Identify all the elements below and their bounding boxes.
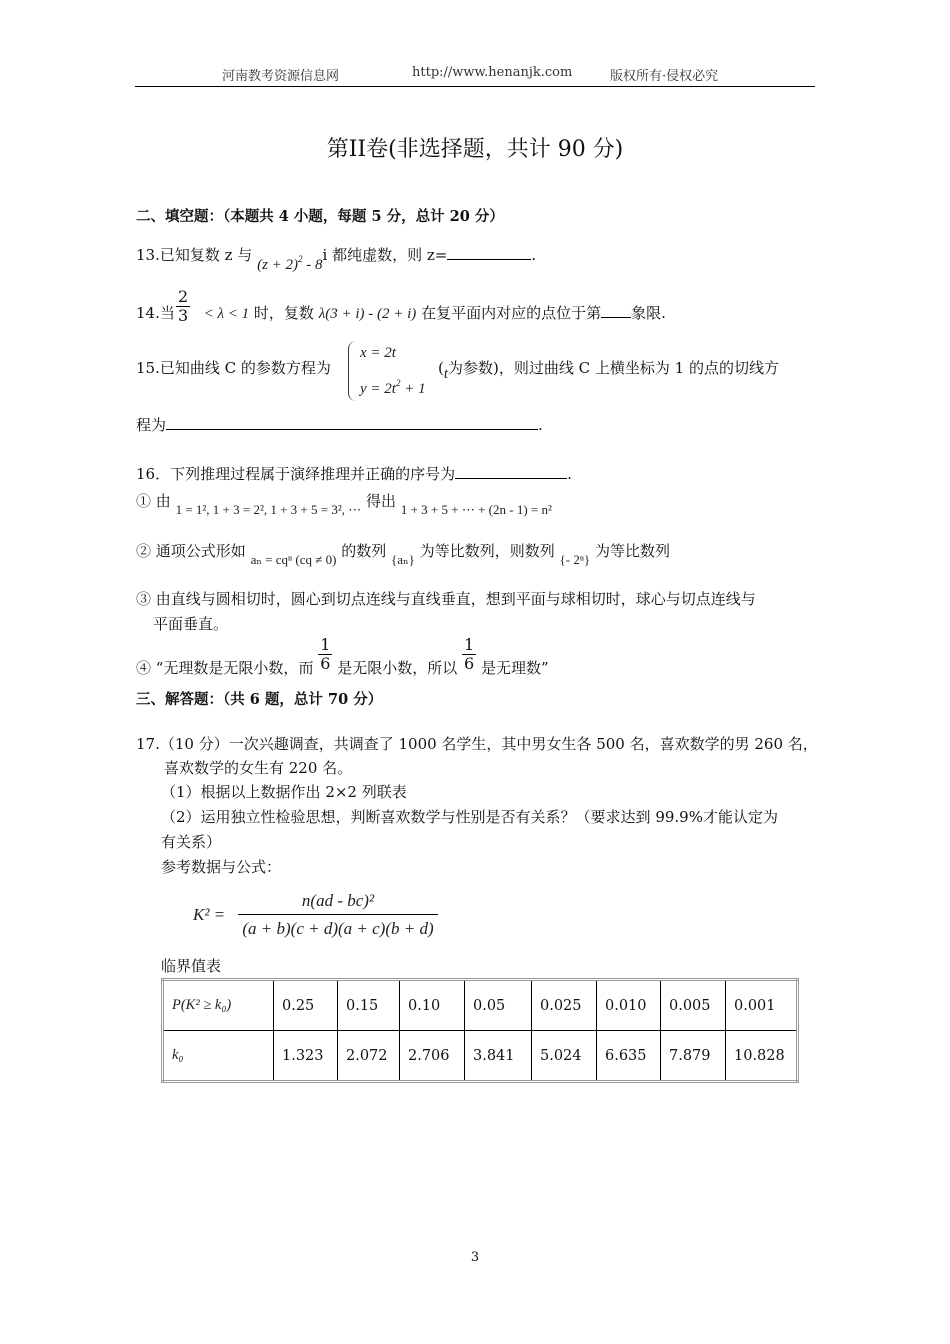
q16-i2-set: {aₙ} (391, 552, 415, 567)
q16-i2-mid: 的数列 (341, 542, 387, 560)
q15-end: . (538, 416, 543, 434)
q14-frac-den: 3 (178, 306, 189, 325)
q17-line3: （1）根据以上数据作出 2×2 列联表 (161, 783, 407, 801)
table-row-k (163, 1031, 798, 1082)
q15-answer-blank[interactable] (166, 415, 538, 430)
table-cell-p: 0.25 (274, 980, 338, 1031)
table-cell-p: 0.010 (597, 980, 661, 1031)
q15-pre: 15.已知曲线 C 的参数方程为 (136, 359, 331, 377)
critical-value-table (161, 978, 799, 1083)
formula-denominator: (a + b)(c + d)(a + c)(b + d) (242, 919, 434, 938)
q16-item-2 (136, 540, 670, 567)
q16-answer-blank[interactable] (455, 464, 567, 479)
q16-item-4 (136, 636, 549, 684)
table-title: 临界值表 (161, 957, 222, 975)
q14-frac-num: 2 (178, 287, 189, 306)
question-14 (136, 287, 666, 336)
q16-i2-end: 为等比数列 (594, 542, 670, 560)
q15-eq2-tail: + 1 (400, 381, 426, 397)
q14-ineq: < λ < 1 (203, 306, 250, 322)
q16-i4-frac-num: 1 (320, 635, 331, 654)
formula-fraction-bar (238, 914, 438, 915)
table-cell-k: 3.841 (465, 1031, 532, 1082)
table-cell-p: 0.025 (532, 980, 597, 1031)
q14-answer-blank[interactable] (601, 303, 631, 318)
q16-i4-frac2-den: 6 (464, 654, 475, 673)
table-cell-p: 0.15 (338, 980, 400, 1031)
q16-i4-mid: 是无限小数，所以 (337, 658, 458, 677)
table-cell-k: 10.828 (726, 1031, 798, 1082)
table-header-k: k₀ (163, 1031, 274, 1082)
section-3-heading: 三、解答题：（共 6 题，总计 70 分） (136, 691, 383, 708)
q16-i4-pre: ④ “无理数是无限小数，而 (136, 658, 314, 677)
q16-i4-frac-den: 6 (320, 654, 331, 673)
q13-pre: 13.已知复数 z 与 (136, 246, 253, 264)
q16-i1-math: 1 = 1², 1 + 3 = 2², 1 + 3 + 5 = 3², ⋯ (175, 502, 362, 517)
q13-i: i (322, 246, 328, 264)
table-header-p: P(K² ≥ k₀) (163, 980, 274, 1031)
q15-t: t (443, 366, 449, 382)
q14-fraction (176, 288, 190, 325)
q16-item-3-line1: ③ 由直线与圆相切时，圆心到切点连线与直线垂直，想到平面与球相切时，球心与切点连线与 (136, 590, 756, 608)
q13-answer-blank[interactable] (447, 245, 531, 260)
q16-i4-frac2-num: 1 (464, 635, 475, 654)
q16-i2-pre: ② 通项公式形如 (136, 542, 246, 560)
q17-line4: （2）运用独立性检验思想，判断喜欢数学与性别是否有关系？（要求达到 99.9%才能认定为 (161, 808, 778, 826)
q15-eq2 (360, 378, 426, 398)
q17-line5: 有关系） (161, 833, 222, 851)
q15-post: 为参数)，则过曲线 C 上横坐标为 1 的点的切线方 (448, 359, 779, 377)
header-url[interactable]: http://www.henanjk.com (412, 65, 573, 80)
table-cell-p: 0.001 (726, 980, 798, 1031)
formula-numerator: n(ad - bc)² (301, 891, 375, 910)
q15-line2-text: 程为 (136, 416, 167, 434)
q15-line2 (136, 414, 543, 435)
header-site: 河南教考资源信息网 (222, 69, 340, 84)
q17-line6: 参考数据与公式： (161, 858, 282, 876)
question-13 (136, 244, 537, 273)
page-number: 3 (470, 1250, 480, 1265)
q15-eq1: x = 2t (360, 345, 396, 361)
q16-i1-math2: 1 + 3 + 5 + ⋯ + (2n - 1) = n² (400, 502, 552, 517)
q16-i4-end: 是无理数” (480, 658, 549, 677)
q13-end: . (531, 246, 537, 264)
table-cell-k: 7.879 (661, 1031, 726, 1082)
q16-i4-frac (318, 636, 332, 673)
q16-item-3-line2: 平面垂直。 (153, 615, 229, 633)
header-copyright: 版权所有·侵权必究 (610, 69, 719, 84)
table-cell-k: 2.072 (338, 1031, 400, 1082)
header-rule (135, 86, 815, 87)
q14-post: 在复平面内对应的点位于第 (421, 304, 602, 322)
table-cell-p: 0.10 (400, 980, 465, 1031)
q13-expr (257, 254, 323, 273)
q15-param (438, 357, 779, 382)
formula-lhs: K² = (193, 905, 226, 924)
q15-eq2-base: y = 2t (360, 381, 396, 397)
q16-i1-pre: ① 由 (136, 492, 171, 510)
table-cell-k: 5.024 (532, 1031, 597, 1082)
table-cell-k: 1.323 (274, 1031, 338, 1082)
q13-expr-base: (z + 2) (257, 257, 299, 273)
q15-eq2-exp: 2 (395, 378, 401, 388)
q13-post: 都纯虚数，则 z= (332, 246, 448, 264)
q16-i2-set2: {- 2ⁿ} (559, 552, 591, 567)
q16-end: . (567, 465, 572, 483)
page-title: 第II卷(非选择题，共计 90 分) (326, 137, 624, 162)
section-2-heading: 二、填空题：（本题共 4 小题，每题 5 分，总计 20 分） (136, 208, 504, 225)
q16-i4-frac2 (462, 636, 476, 673)
q14-mid: 时，复数 (253, 304, 314, 322)
q14-pre: 14.当 (136, 304, 175, 322)
q16-i2-math: aₙ = cqⁿ (cq ≠ 0) (250, 552, 337, 567)
q13-expr-exp: 2 (298, 254, 303, 264)
q17-line2: 喜欢数学的女生有 220 名。 (164, 759, 353, 777)
q16-stem-text: 16．下列推理过程属于演绎推理并正确的序号为 (136, 465, 456, 483)
question-16-stem (136, 463, 572, 484)
table-row-p (163, 980, 798, 1031)
q17-line1: 17.（10 分）一次兴趣调查，共调查了 1000 名学生，其中男女生各 500 名，喜欢数学的男 260 名， (136, 735, 818, 753)
table-cell-k: 6.635 (597, 1031, 661, 1082)
table-cell-k: 2.706 (400, 1031, 465, 1082)
q16-item-1 (136, 490, 552, 517)
table-cell-p: 0.005 (661, 980, 726, 1031)
q14-end: 象限. (631, 304, 666, 322)
q15-brace (348, 341, 359, 401)
table-cell-p: 0.05 (465, 980, 532, 1031)
q14-expr: λ(3 + i) - (2 + i) (318, 306, 417, 322)
q13-expr-tail: - 8 (302, 257, 323, 273)
q16-i1-mid: 得出 (366, 492, 397, 510)
q16-i2-mid2: 为等比数列，则数列 (419, 542, 555, 560)
q15-paren: ( (438, 359, 444, 377)
